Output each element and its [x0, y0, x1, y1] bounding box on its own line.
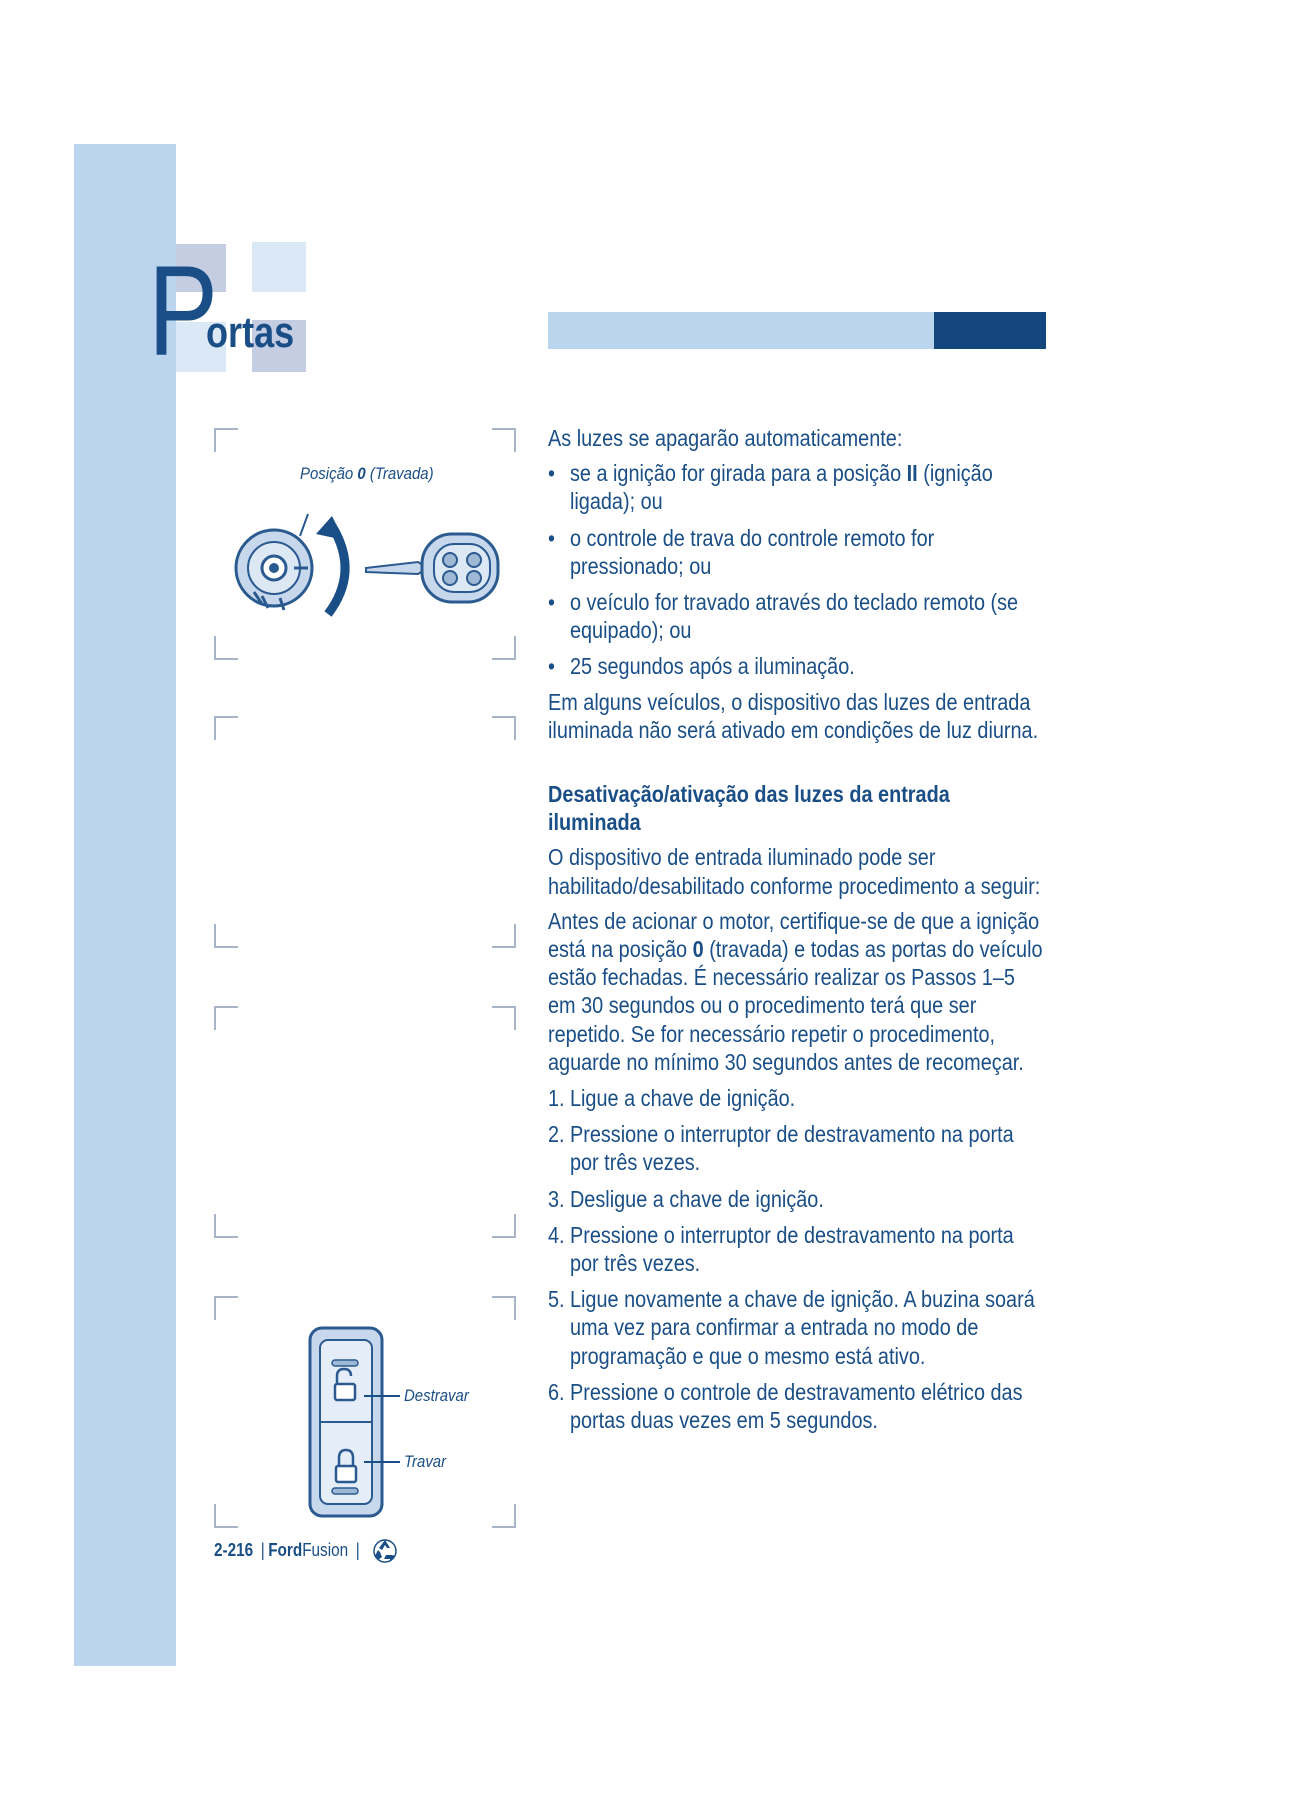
procedure-steps-list	[548, 1084, 1047, 1434]
frame-corner	[214, 1214, 238, 1238]
frame-corner	[492, 924, 516, 948]
frame-corner	[492, 716, 516, 740]
main-text-column	[548, 424, 1048, 1434]
model-name: Fusion	[302, 1540, 349, 1560]
figure-frame-empty-2	[214, 1006, 516, 1238]
list-item: • o controle de trava do controle remoto for pressionado; ou	[548, 524, 935, 579]
list-item: 4. Pressione o interruptor de destravamento na porta por três vezes.	[548, 1221, 1014, 1277]
frame-corner	[214, 924, 238, 948]
list-item: • se a ignição for girada para a posição II (ignição ligada); ou	[548, 460, 993, 515]
frame-corner	[492, 636, 516, 660]
page-title-initial: P	[148, 240, 219, 383]
figure-frame-ignition	[214, 428, 516, 660]
frame-corner	[214, 1504, 238, 1528]
frame-corner	[214, 636, 238, 660]
frame-corner	[214, 716, 238, 740]
footer-separator: |	[355, 1540, 360, 1560]
header-bar-dark	[934, 312, 1046, 349]
frame-corner	[214, 1006, 238, 1030]
title-square-2	[252, 242, 306, 292]
figure-frame-door-switch	[214, 1296, 516, 1528]
list-item: 1. Ligue a chave de ignição.	[548, 1085, 796, 1112]
frame-corner	[492, 428, 516, 452]
ignition-key-illustration	[232, 512, 512, 624]
list-item: 3. Desligue a chave de ignição.	[548, 1185, 824, 1212]
ignition-cylinder-icon	[236, 514, 312, 610]
frame-corner	[492, 1006, 516, 1030]
list-item: 6. Pressione o controle de destravamento elétrico das portas duas vezes em 5 segundos.	[548, 1378, 1023, 1434]
figure-frame-empty-1	[214, 716, 516, 948]
rotation-arrow-icon	[316, 516, 345, 614]
page-number: 2-216	[214, 1540, 254, 1560]
list-item: • 25 segundos após a iluminação.	[548, 653, 855, 680]
list-item: 2. Pressione o interruptor de destravamento na porta por três vezes.	[548, 1121, 1014, 1176]
header-bar-light	[548, 312, 934, 349]
switch-callout-lines	[364, 1356, 404, 1466]
auto-off-conditions-list	[548, 459, 1047, 680]
footer-separator: |	[260, 1540, 265, 1560]
daylight-note: Em alguns veículos, o dispositivo das luzes de entrada iluminada não será ativado em condições de luz diurna.	[548, 688, 1039, 743]
frame-corner	[214, 1296, 238, 1320]
car-key-icon	[366, 534, 498, 602]
precondition-paragraph: Antes de acionar o motor, certifique-se de que a ignição está na posição 0 (travada) e todas as portas do veículo estão fechadas. É necessário realizar os Passos 1–5 em 30 segundos ou o procedimento terá que ser repetido. Se for necessário repetir o procedimento, aguarde no mínimo 30 segundos antes de recomeçar.	[548, 907, 1043, 1075]
section-intro: O dispositivo de entrada iluminado pode ser habilitado/desabilitado conforme procedimento a seguir:	[548, 844, 1041, 899]
section-heading: Desativação/ativação das luzes da entrada iluminada	[548, 781, 950, 836]
page-footer	[214, 1540, 389, 1561]
list-item: • o veículo for travado através do teclado remoto (se equipado); ou	[548, 589, 1019, 644]
frame-corner	[492, 1296, 516, 1320]
brand-name: Ford	[268, 1540, 303, 1560]
frame-corner	[492, 1504, 516, 1528]
unlock-label: Destravar	[404, 1386, 469, 1405]
lock-label: Travar	[404, 1452, 447, 1471]
recycle-icon	[372, 1538, 398, 1564]
frame-corner	[214, 428, 238, 452]
ignition-caption: Posição 0 (Travada)	[300, 464, 434, 483]
auto-off-intro: As luzes se apagarão automaticamente:	[548, 425, 903, 451]
frame-corner	[492, 1214, 516, 1238]
list-item: 5. Ligue novamente a chave de ignição. A buzina soará uma vez para confirmar a entrada no modo de programação e que o mesmo está ativo.	[548, 1286, 1035, 1369]
page-title-rest: ortas	[206, 308, 295, 357]
